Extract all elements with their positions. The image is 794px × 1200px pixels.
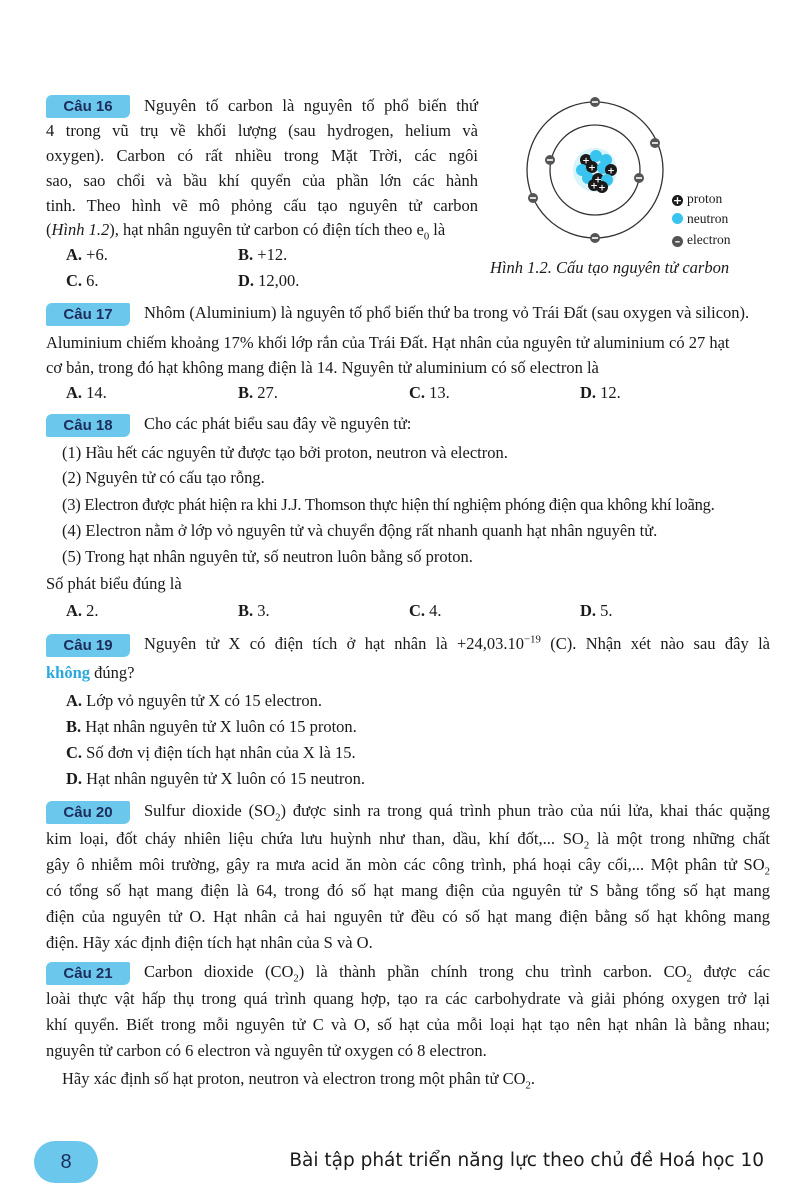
question-text: Nhôm (Aluminium) là nguyên tố phổ biến thứ ba trong vỏ Trái Đất (sau oxygen và silicon). — [144, 303, 750, 322]
question-text: Sulfur dioxide $(SO_2)$ được sinh ra trong quá trình phun trào của núi lửa, khai thác quặng — [144, 801, 770, 824]
question-badge: Câu 18 — [46, 414, 130, 437]
question-badge: Câu 17 — [46, 303, 130, 326]
statement-4: (4) Electron nằm ở lớp vỏ nguyên tử và chuyển động rất nhanh quanh hạt nhân nguyên tử. — [62, 521, 658, 540]
svg-text:+: + — [582, 156, 590, 167]
question-text: oxygen). Carbon có rất nhiều trong Mặt Trời, các ngôi — [46, 146, 478, 165]
option-c[interactable]: C. 4. — [409, 601, 442, 620]
question-text: nguyên tử carbon có 6 electron và nguyên tử oxygen có 8 electron. — [46, 1041, 487, 1060]
question-text: kim loại, đốt cháy nhiên liệu chứa lưu huỳnh như than, dầu, khí đốt,... $SO_2$ là một trong những chất — [46, 829, 770, 852]
question-text: Hãy xác định số hạt proton, neutron và electron trong một phân tử $CO_2$. — [62, 1069, 535, 1092]
statement-3: (3) Electron được phát hiện ra khi J.J. Thomson thực hiện thí nghiệm phóng điện qua không khí loãng. — [62, 495, 715, 514]
book-title: Bài tập phát triển năng lực theo chủ đề Hoá học 10 — [289, 1150, 764, 1171]
question-text: loài thực vật hấp thụ trong quá trình quang hợp, tạo ra các carbohydrate và giải phóng oxygen trở lại — [46, 989, 770, 1008]
statement-1: (1) Hầu hết các nguyên tử được tạo bởi proton, neutron và electron. — [62, 443, 508, 462]
question-text: Aluminium chiếm khoảng 17% khối lớp rắn của Trái Đất. Hạt nhân của nguyên tử aluminium có 27 hạt — [46, 333, 730, 352]
option-d[interactable]: D. 5. — [580, 601, 613, 620]
carbon-atom-diagram — [510, 88, 680, 258]
svg-text:+: + — [590, 181, 598, 192]
legend-electron: – electron — [672, 232, 730, 248]
electron-icon: – — [672, 236, 683, 247]
question-text: (Hình 1.2), hạt nhân nguyên tử carbon có điện tích theo $e_0$ là — [46, 220, 446, 243]
option-b[interactable]: B. +12. — [238, 245, 288, 264]
option-a[interactable]: A. Lớp vỏ nguyên tử X có 15 electron. — [66, 691, 322, 710]
option-a[interactable]: A. +6. — [66, 245, 108, 264]
option-a[interactable]: A. 14. — [66, 383, 107, 402]
option-b[interactable]: B. 3. — [238, 601, 270, 620]
question-text: cơ bản, trong đó hạt không mang điện là 14. Nguyên tử aluminium có số electron là — [46, 358, 599, 377]
option-c[interactable]: C. 6. — [66, 271, 99, 290]
statement-2: (2) Nguyên tử có cấu tạo rỗng. — [62, 468, 265, 487]
question-text: Nguyên tố carbon là nguyên tố phổ biến thứ — [144, 96, 478, 115]
option-b[interactable]: B. 27. — [238, 383, 278, 402]
svg-text:+: + — [588, 163, 596, 174]
option-c[interactable]: C. Số đơn vị điện tích hạt nhân của X là 15. — [66, 743, 356, 762]
question-text: sao, sao chổi và bầu khí quyển của phần lớn các hành — [46, 171, 478, 190]
option-d[interactable]: D. 12. — [580, 383, 621, 402]
question-text: Cho các phát biểu sau đây về nguyên tử: — [144, 414, 412, 433]
legend-neutron: neutron — [672, 211, 728, 227]
question-badge: Câu 21 — [46, 962, 130, 985]
page-number: 8 — [34, 1141, 98, 1183]
question-text: không đúng? — [46, 663, 135, 682]
question-text: điện. Hãy xác định điện tích hạt nhân của S và O. — [46, 933, 373, 952]
question-text: gây ô nhiễm môi trường, gây ra mưa acid ăn mòn các công trình, phá hoại cây cối,... Một phân tử $SO_2$ — [46, 855, 770, 878]
question-text: Nguyên tử X có điện tích ở hạt nhân là $+24,03.10^{-19}$ (C). Nhận xét nào sau đây là — [144, 633, 770, 653]
question-text: 4 trong vũ trụ về khối lượng (sau hydrogen, helium và — [46, 121, 478, 140]
option-d[interactable]: D. 12,00. — [238, 271, 300, 290]
option-b[interactable]: B. Hạt nhân nguyên tử X luôn có 15 proton. — [66, 717, 357, 736]
question-ask: Số phát biểu đúng là — [46, 574, 182, 593]
neutron-icon — [672, 213, 683, 224]
figure-caption: Hình 1.2. Cấu tạo nguyên tử carbon — [490, 258, 730, 277]
option-a[interactable]: A. 2. — [66, 601, 99, 620]
highlight-word: không — [46, 663, 91, 682]
legend-proton: + proton — [672, 191, 723, 207]
svg-text:+: + — [607, 166, 615, 177]
question-text: có tổng số hạt mang điện là 64, trong đó số hạt mang điện của nguyên tử S bằng tổng số hạt mang — [46, 881, 770, 900]
proton-icon: + — [672, 194, 683, 207]
option-c[interactable]: C. 13. — [409, 383, 450, 402]
statement-5: (5) Trong hạt nhân nguyên tử, số neutron luôn bằng số proton. — [62, 547, 473, 566]
question-badge: Câu 20 — [46, 801, 130, 824]
question-text: Carbon dioxide $(CO_2)$ là thành phần chính trong chu trình carbon. $CO_2$ được các — [144, 962, 771, 985]
question-text: điện của nguyên tử O. Hạt nhân cả hai nguyên tử đều có số hạt mang điện bằng số hạt không mang — [46, 907, 770, 926]
option-d[interactable]: D. Hạt nhân nguyên tử X luôn có 15 neutron. — [66, 769, 366, 788]
question-text: khí quyển. Biết trong mỗi nguyên tử C và O, số hạt của mỗi loại hạt tạo nên hạt nhân là bằng nhau; — [46, 1015, 770, 1034]
question-text: tinh. Theo hình vẽ mô phỏng cấu tạo nguyên tử carbon — [46, 196, 478, 215]
svg-text:+: + — [598, 183, 606, 194]
question-badge: Câu 16 — [46, 95, 130, 118]
question-badge: Câu 19 — [46, 634, 130, 657]
svg-text:+: + — [594, 175, 602, 186]
